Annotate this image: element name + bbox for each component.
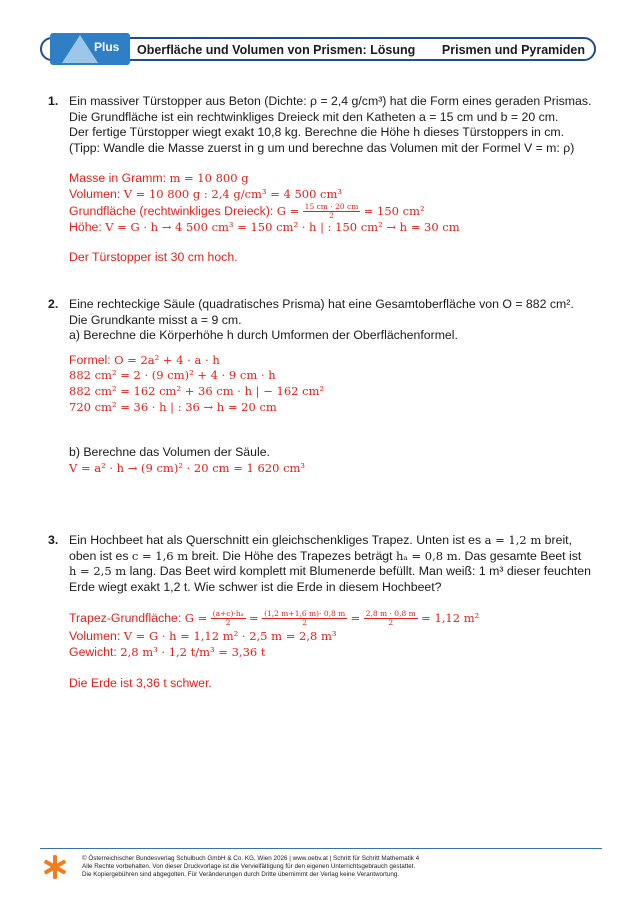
task-text: (Tipp: Wandle die Masse zuerst in g um und berechne das Volumen mit der Formel V = m: ρ) — [69, 140, 575, 155]
solution-line: Trapez-Grundfläche: G = $\frac{\text{(a+c)·hₐ}}{2}$ = $\frac{(1,2 m+1,6 m)\cdot 0,8 m}{2}$ = $\frac{2,8 m \cdot 0,8 m}{2}$ = 1,12 m² — [69, 609, 480, 628]
footer-copyright: © Österreichischer Bundesverlag Schulbuch GmbH & Co. KG, Wien 2026 | www.oebv.at | Schritt für Schritt Mathematik 4 — [82, 855, 420, 862]
task-text: h = 2,5 m lang. Das Beet wird komplett mit Blumenerde befüllt. Man weiß: 1 m³ dieser feuchten — [69, 564, 591, 579]
task-text: Ein Hochbeet hat als Querschnitt ein gleichschenkliges Trapez. Unten ist es a = 1,2 m breit, — [69, 533, 573, 547]
solution-line: Höhe: V = G · h → 4 500 cm³ = 150 cm² · h | : 150 cm² → h = 30 cm — [69, 219, 460, 234]
task-text: Die Grundfläche ist ein rechtwinkliges Dreieck mit den Katheten a = 15 cm und b = 20 cm. — [69, 109, 559, 124]
footer-disclaimer: Die Kopiergebühren sind abgegolten. Für Veränderungen durch Dritte übernimmt der Verlag keine Verantwortung. — [82, 871, 400, 879]
task-text: Die Grundkante misst a = 9 cm. — [69, 312, 242, 327]
plus-logo — [50, 33, 130, 65]
task-text: Erde wiegt exakt 1,2 t. Wie schwer ist die Erde in diesem Hochbeet? — [69, 579, 442, 594]
solution-line: Masse in Gramm: m = 10 800 g — [69, 171, 249, 186]
task-text: a) Berechne die Körperhöhe h durch Umformen der Oberflächenformel. — [69, 328, 458, 343]
task-text: Der fertige Türstopper wiegt exakt 10,8 kg. Berechne die Höhe h dieses Türstoppers in cm. — [69, 125, 565, 140]
footer-text — [82, 855, 419, 880]
solution-line: V = a² · h → (9 cm)² · 20 cm = 1 620 cm³ — [69, 460, 306, 475]
triangle-icon — [62, 35, 98, 63]
task-text: Eine rechteckige Säule (quadratisches Prisma) hat eine Gesamtoberfläche von O = 882 cm². — [69, 297, 574, 311]
solution-line: Formel: O = 2a² + 4 · a · h — [69, 352, 220, 367]
task-text: oben ist es c = 1,6 m breit. Die Höhe des Trapezes beträgt hₐ = 0,8 m. Das gesamte Beet ist — [69, 548, 582, 563]
fraction: $\frac{15 cm \cdot 20 cm}{2}$ — [304, 201, 359, 220]
logo-label: Plus — [94, 40, 120, 54]
task-number: 2. — [48, 297, 59, 311]
fraction: $\frac{(1,2 m+1,6 m)\cdot 0,8 m}{2}$ — [264, 609, 346, 628]
task-number: 3. — [48, 533, 59, 547]
answer-line: Die Erde ist 3,36 t schwer. — [69, 675, 212, 690]
answer-line: Der Türstopper ist 30 cm hoch. — [69, 250, 238, 265]
task-text: b) Berechne das Volumen der Säule. — [69, 445, 270, 460]
task-text: Ein massiver Türstopper aus Beton (Dichte: ρ = 2,4 g/cm³) hat die Form eines geraden Prismas. — [69, 94, 592, 108]
solution-line: 720 cm² = 36 · h | : 36 → h = 20 cm — [69, 399, 277, 414]
fraction: $\frac{2,8 m \cdot 0,8 m}{2}$ — [365, 609, 416, 628]
solution-line: Gewicht: 2,8 m³ · 1,2 t/m³ = 3,36 t — [69, 644, 266, 659]
solution-line: Grundfläche (rechtwinkliges Dreieck): G = $\frac{15 cm \cdot 20 cm}{2}$ = 150 cm² — [69, 201, 425, 220]
fraction: $\frac{\text{(a+c)·hₐ}}{2}$ — [212, 609, 244, 628]
footer-rights: Alle Rechte vorbehalten. Von dieser Druckvorlage ist die Vervielfältigung für den eigenen Unterrichtsgebrauch gestattet. — [82, 863, 416, 871]
solution-line: 882 cm² = 162 cm² + 36 cm · h | − 162 cm² — [69, 383, 325, 398]
solution-line: 882 cm² = 2 · (9 cm)² + 4 · 9 cm · h — [69, 368, 276, 383]
section-title: Prismen und Pyramiden — [441, 43, 585, 57]
task-number: 1. — [48, 94, 59, 108]
footer-divider — [40, 848, 602, 849]
solution-line: Volumen: V = G · h = 1,12 m² · 2,5 m = 2,8 m³ — [69, 629, 337, 644]
publisher-logo-icon — [42, 854, 68, 880]
page-title: Oberfläche und Volumen von Prismen: Lösung — [137, 43, 416, 57]
solution-line: Volumen: V = 10 800 g : 2,4 g/cm³ = 4 500 cm³ — [69, 186, 343, 201]
